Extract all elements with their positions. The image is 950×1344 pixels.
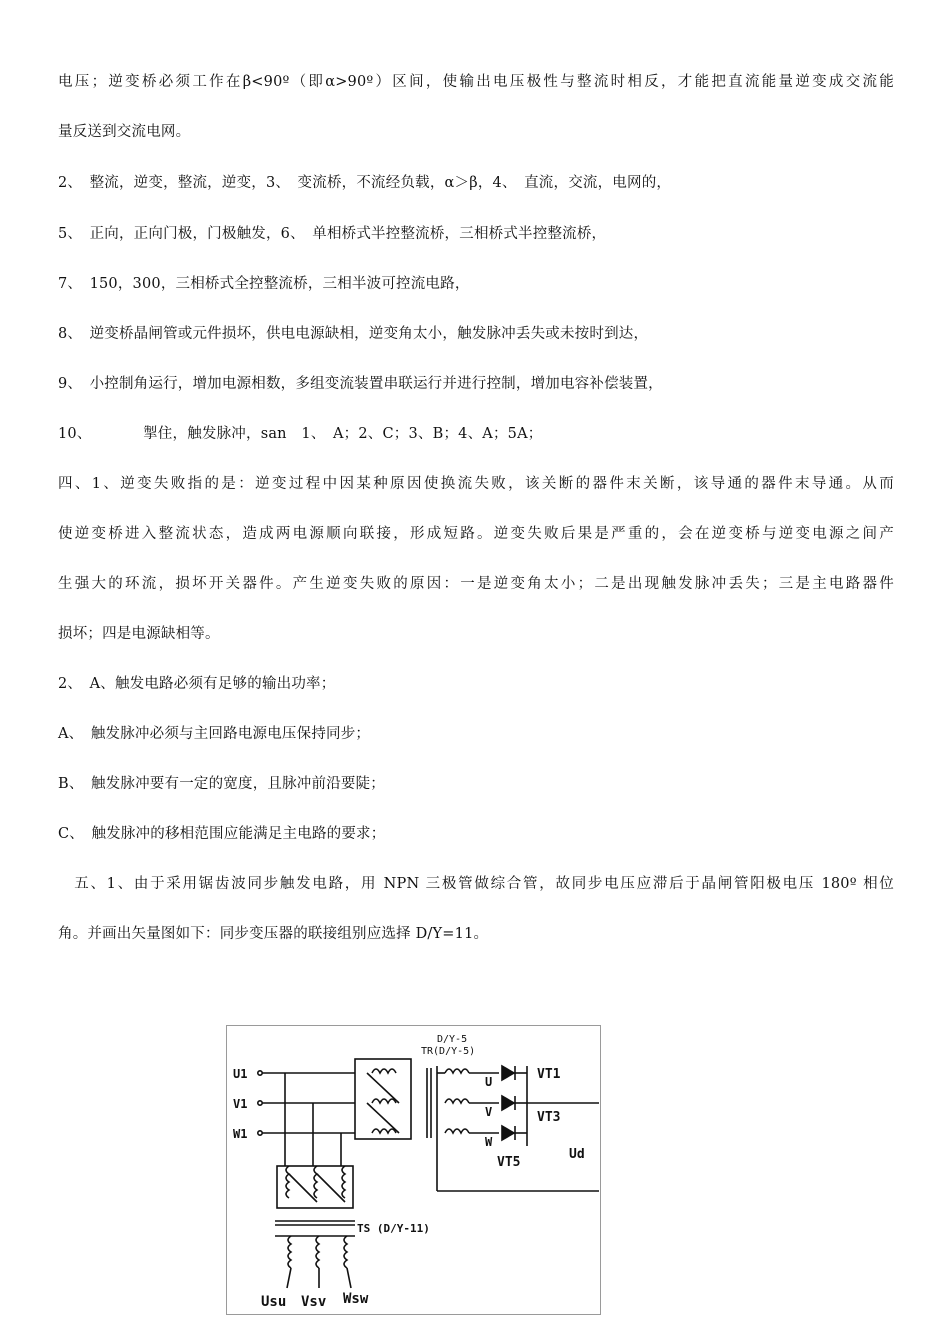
text-line: 角。并画出矢量图如下：同步变压器的联接组别应选择 D/Y=11。 xyxy=(58,926,489,942)
text-line: 量反送到交流电网。 xyxy=(58,124,191,140)
label-vt1: VT1 xyxy=(537,1067,561,1082)
text-line: 8、 逆变桥晶闸管或元件损坏，供电电源缺相，逆变角太小，触发脉冲丢失或未按时到达， xyxy=(58,326,649,342)
label-v1: V1 xyxy=(233,1097,248,1111)
circuit-svg xyxy=(227,1026,602,1316)
text-line: 五、1、由于采用锯齿波同步触发电路，用 NPN 三极管做综合管，故同步电压应滞后于晶闸管阳极电压 180º 相位 xyxy=(58,876,894,892)
text-line: 2、 A、触发电路必须有足够的输出功率； xyxy=(58,676,336,692)
text-line: C、 触发脉冲的移相范围应能满足主电路的要求； xyxy=(58,826,386,842)
text-line: 9、 小控制角运行，增加电源相数，多组变流装置串联运行并进行控制，增加电容补偿装置， xyxy=(58,376,663,392)
text-line: 7、 150，300，三相桥式全控整流桥，三相半波可控流电路， xyxy=(58,276,470,292)
text-line: 5、 正向，正向门极，门极触发，6、 单相桥式半控整流桥，三相桥式半控整流桥， xyxy=(58,226,607,242)
label-sec-u: U xyxy=(485,1075,493,1089)
label-usu: Usu xyxy=(261,1294,287,1310)
text-line: 10、 掣住，触发脉冲，san 1、 A；2、C；3、B；4、A；5A； xyxy=(58,426,543,442)
label-sec-w: W xyxy=(485,1135,493,1149)
label-ts: TS (D/Y-11) xyxy=(357,1222,430,1235)
text-line: 2、 整流，逆变，整流，逆变，3、 变流桥，不流经负载，α＞β，4、 直流，交流，电网的， xyxy=(58,175,672,191)
label-vt3: VT3 xyxy=(537,1110,561,1125)
text-line: A、 触发脉冲必须与主回路电源电压保持同步； xyxy=(58,726,371,742)
label-dy5: D/Y-5 xyxy=(437,1034,468,1045)
text-line: 电压；逆变桥必须工作在β<90º（即α>90º）区间，使输出电压极性与整流时相反，才能把直流能量逆变成交流能 xyxy=(58,74,894,90)
label-ud: Ud xyxy=(569,1147,585,1162)
label-wsw: Wsw xyxy=(343,1291,369,1307)
label-u1: U1 xyxy=(233,1067,248,1081)
label-sec-v: V xyxy=(485,1105,493,1119)
text-line: 四、1、逆变失败指的是：逆变过程中因某种原因使换流失败，该关断的器件末关断，该导通的器件末导通。从而 xyxy=(58,476,894,492)
label-vt5: VT5 xyxy=(497,1155,521,1170)
label-vsv: Vsv xyxy=(301,1294,327,1310)
label-tr: TR(D/Y-5) xyxy=(421,1046,476,1057)
text-line: 使逆变桥进入整流状态，造成两电源顺向联接，形成短路。逆变失败后果是严重的，会在逆变桥与逆变电源之间产 xyxy=(58,526,894,542)
circuit-diagram xyxy=(226,1025,601,1315)
label-w1: W1 xyxy=(233,1127,248,1141)
text-line: 损坏；四是电源缺相等。 xyxy=(58,626,220,642)
text-line: B、 触发脉冲要有一定的宽度，且脉冲前沿要陡； xyxy=(58,776,386,792)
text-line: 生强大的环流，损坏开关器件。产生逆变失败的原因：一是逆变角太小；二是出现触发脉冲丢失；三是主电路器件 xyxy=(58,576,894,592)
